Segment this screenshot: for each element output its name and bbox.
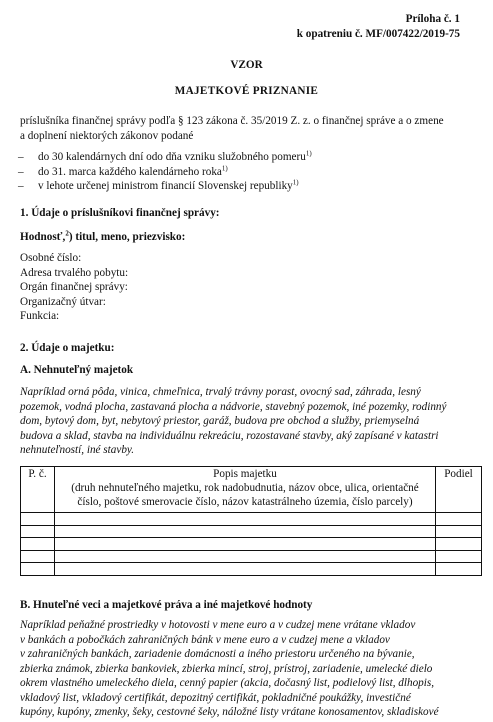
table-cell[interactable] xyxy=(436,563,482,576)
table-cell[interactable] xyxy=(21,525,55,538)
footnote-ref: 1) xyxy=(292,178,299,187)
table-row xyxy=(21,563,482,576)
table-row xyxy=(21,538,482,551)
deadline-text: do 30 kalendárnych dní odo dňa vzniku služobného pomeru xyxy=(38,151,306,163)
column-header-share: Podiel xyxy=(436,467,482,513)
annex-number: Príloha č. 1 xyxy=(405,13,460,25)
text-line: kupóny, kupóny, zmenky, šeky, cestovné šeky, náložné listy vrátane konosamentov, skladiskové xyxy=(20,706,439,718)
table-cell[interactable] xyxy=(55,550,436,563)
section1-heading: 1. Údaje o príslušníkovi finančnej správy: xyxy=(20,207,220,219)
list-item xyxy=(18,165,312,180)
description-detail: číslo, poštové smerovacie číslo, názov katastrálneho územia, číslo parcely) xyxy=(77,496,413,508)
column-header-number: P. č. xyxy=(21,467,55,513)
table-cell[interactable] xyxy=(436,525,482,538)
list-item xyxy=(18,179,312,194)
description-title: Popis majetku xyxy=(213,468,277,480)
section1-subheading xyxy=(20,230,185,245)
text-line: zbierka známok, zbierka bankoviek, zbierka mincí, stroj, prístroj, zariadenie, umelecké dielo xyxy=(20,662,433,675)
personal-fields xyxy=(20,251,128,324)
table-cell[interactable] xyxy=(21,538,55,551)
field-label-function: Funkcia: xyxy=(20,310,60,322)
field-label-personal-number: Osobné číslo: xyxy=(20,252,82,264)
intro-line: a doplnení niektorých zákonov podané xyxy=(20,129,194,142)
subheading-text: ) titul, meno, priezvisko: xyxy=(68,231,186,243)
text-line: Napríklad orná pôda, vinica, chmeľnica, trvalý trávny porast, ovocný sad, záhrada, lesný xyxy=(20,386,421,398)
text-line: budova a sklad, stavba na individuálnu rekreáciu, rozostavané stavby, aký zapísané v katastri xyxy=(20,429,439,442)
annex-reference: k opatreniu č. MF/007422/2019-75 xyxy=(296,27,460,40)
document-title: MAJETKOVÉ PRIZNANIE xyxy=(174,85,319,97)
real-estate-table xyxy=(20,466,482,576)
text-line: v zahraničných bankách, zariadenie domácnosti a iného priestoru určeného na bývanie, xyxy=(20,648,415,660)
table-cell[interactable] xyxy=(55,525,436,538)
table-cell[interactable] xyxy=(436,538,482,551)
table-cell[interactable] xyxy=(55,563,436,576)
subsection-b-text xyxy=(20,618,482,720)
text-line: okrem vlastného umeleckého diela, cenný papier (akcia, dočasný list, podielový list, dlhopis, xyxy=(20,677,435,689)
section2-heading: 2. Údaje o majetku: xyxy=(20,342,115,354)
table-cell[interactable] xyxy=(55,538,436,551)
table-row xyxy=(21,550,482,563)
deadline-text: do 31. marca každého kalendárneho roka xyxy=(38,165,222,178)
deadline-list xyxy=(18,150,312,194)
footnote-ref: 1) xyxy=(221,163,228,172)
field-label-unit: Organizačný útvar: xyxy=(20,295,106,308)
description-detail: (druh nehnuteľného majetku, rok nadobudnutia, názov obce, ulica, orientačné xyxy=(71,482,419,494)
header-annex xyxy=(250,12,460,41)
table-header-row xyxy=(21,467,482,513)
table-cell[interactable] xyxy=(21,513,55,526)
field-label-authority: Orgán finančnej správy: xyxy=(20,281,128,293)
intro-line: príslušníka finančnej správy podľa § 123 zákona č. 35/2019 Z. z. o finančnej správe a o zmene xyxy=(20,115,444,127)
text-line: vkladový list, vkladový certifikát, depozitný certifikát, pokladničné poukážky, investičné xyxy=(20,691,411,704)
column-header-description xyxy=(55,467,436,513)
text-line: pozemok, vodná plocha, zastavaná plocha a nádvorie, stavebný pozemok, iné pozemky, rodinný xyxy=(20,400,447,413)
bullet-dash: – xyxy=(18,165,24,178)
table-cell[interactable] xyxy=(21,563,55,576)
subsection-a-text xyxy=(20,385,475,458)
text-line: dom, bytový dom, byt, nebytový priestor, garáž, budova pre obchod a služby, priemyselná xyxy=(20,415,420,427)
table-cell[interactable] xyxy=(436,513,482,526)
field-label-address: Adresa trvalého pobytu: xyxy=(20,266,129,279)
table-row xyxy=(21,525,482,538)
subsection-a-heading: A. Nehnuteľný majetok xyxy=(20,364,134,376)
list-item xyxy=(18,150,312,165)
text-line: nehnuteľností, iné stavby. xyxy=(20,444,135,456)
text-line: v bankách a pobočkách zahraničných bánk v mene euro a v cudzej mene a vkladov xyxy=(20,633,390,646)
text-line: Napríklad peňažné prostriedky v hotovosti v mene euro a v cudzej mene vrátane vkladov xyxy=(20,619,416,631)
footnote-ref: 2 xyxy=(65,229,69,238)
table-cell[interactable] xyxy=(436,550,482,563)
table-row xyxy=(21,513,482,526)
subheading-text: Hodnosť, xyxy=(20,231,66,243)
bullet-dash: – xyxy=(18,180,24,192)
footnote-ref: 1) xyxy=(305,149,312,158)
table-cell[interactable] xyxy=(21,550,55,563)
template-label: VZOR xyxy=(230,59,263,71)
intro-paragraph xyxy=(20,114,485,143)
deadline-text: v lehote určenej ministrom financií Slovenskej republiky xyxy=(38,180,293,192)
table-cell[interactable] xyxy=(55,513,436,526)
subsection-b-heading: B. Hnuteľné veci a majetkové práva a iné majetkové hodnoty xyxy=(20,599,313,611)
bullet-dash: – xyxy=(18,151,24,163)
